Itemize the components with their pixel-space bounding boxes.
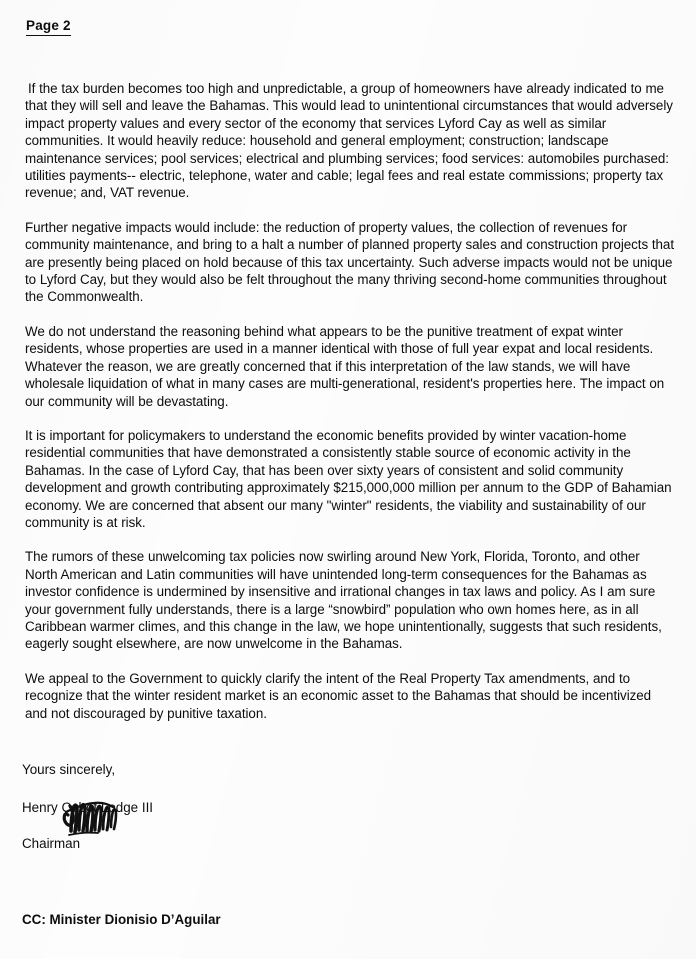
signer-name: Henry Cabot Lodge III — [22, 800, 154, 816]
paragraph: Further negative impacts would include: the reduction of property values, the collection of revenues for community maintenance, and bring to a halt a number of planned property sales and construction projects that are presently being placed on hold because of this tax uncertainty. Such adverse impacts would not be unique to Lyford Cay, but they would also be felt throughout the many thriving second-home communities throughout the Commonwealth. — [25, 219, 675, 305]
salutation: Yours sincerely, — [22, 762, 116, 777]
closing-block — [22, 761, 462, 853]
paragraph: We do not understand the reasoning behind what appears to be the punitive treatment of expat winter residents, whose properties are used in a manner identical with those of full year expat and local residents. Whatever the reason, we are greatly concerned that if this interpretation of the law stands, we will have wholesale liquidation of what in many cases are multi-generational, resident's properties here. The impact on our community will be devastating. — [25, 323, 665, 409]
paragraph: The rumors of these unwelcoming tax policies now swirling around New York, Florida, Toronto, and other North American and Latin communities will have unintended long-term consequences for the Bahamas as investor confidence is undermined by insensitive and irrational changes in tax laws and policy. As I am sure your government fully understands, there is a large “snowbird” population who own homes here, as in all Caribbean warmer climes, and this change in the law, we hope unintentionally, suggests that such residents, eagerly sought elsewhere, are now unwelcome in the Bahamas. — [25, 549, 662, 652]
paragraph: We appeal to the Government to quickly clarify the intent of the Real Property Tax amendments, and to recognize that the winter resident market is an economic asset to the Bahamas that should be incentivized and not discouraged by punitive taxation. — [25, 670, 652, 721]
cc-recipient: CC: Minister Dionisio D’Aguilar — [22, 912, 221, 927]
signer-title: Chairman — [22, 836, 81, 852]
paragraph: If the tax burden becomes too high and unpredictable, a group of homeowners have already indicated to me that they will sell and leave the Bahamas. This would lead to unintentional circumstances that would adversely impact property values and every sector of the economy that services Lyford Cay as well as similar communities. It would heavily reduce: household and general employment; construction; landscape maintenance services; pool services; electrical and plumbing services; food services: automobiles purchased: utilities payments-- electric, telephone, water and cable; legal fees and real estate commissions; property tax revenue; and, VAT revenue. — [25, 81, 673, 201]
paragraph: It is important for policymakers to understand the economic benefits provided by winter vacation-home residential communities that have demonstrated a consistently stable source of economic activity in the Bahamas. In the case of Lyford Cay, that has been over sixty years of consistent and solid community development and growth contributing approximately $215,000,000 million per annum to the GDP of Bahamian economy. We are concerned that absent our many "winter" residents, the viability and sustainability of our community is at risk. — [25, 427, 672, 530]
letter-body — [25, 80, 675, 739]
signature-area — [22, 799, 462, 835]
page-number-header: Page 2 — [26, 18, 71, 36]
